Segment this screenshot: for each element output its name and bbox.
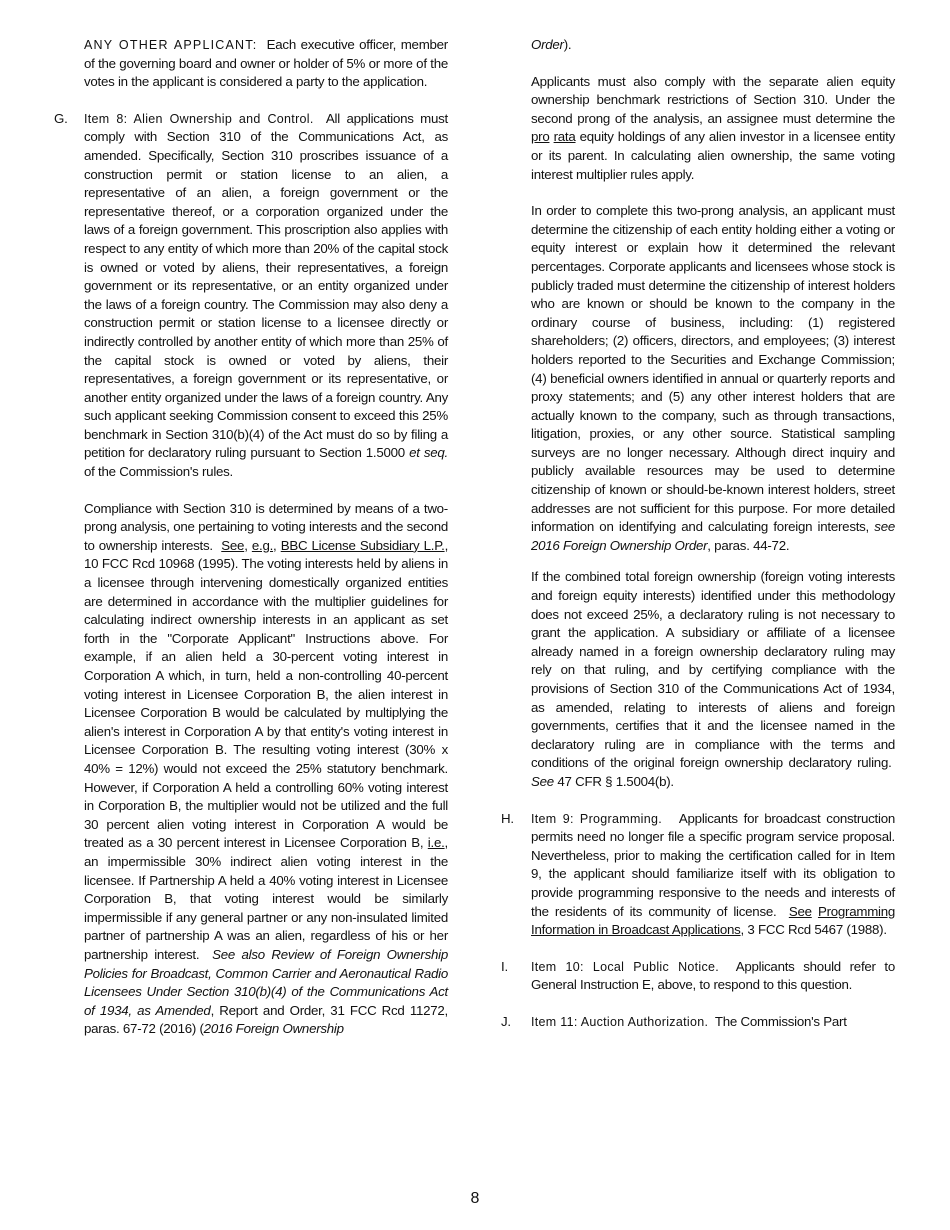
- combined-ownership-paragraph: [531, 568, 895, 791]
- item-h-see: See: [788, 903, 812, 919]
- item-h-paragraph: [531, 810, 895, 940]
- compliance-see: See: [221, 537, 245, 553]
- equity-text-a: Applicants must also comply with the separate alien equity ownership benchmark restrictions of Section 310. Under the second prong of the analysis, an assignee must determine the: [531, 73, 895, 126]
- item-h-text-a: Applicants for broadcast construction permits need no longer file a specific program service proposal. Nevertheless, prior to making the certification called for in Item 9, the applicant should familiarize itself with its obligation to provide programming responsive to the needs and interests of the residents of its community of license.: [531, 810, 895, 919]
- item-j-marker: J.: [501, 1013, 511, 1029]
- two-prong-see-citation: see 2016 Foreign Ownership Order: [531, 519, 895, 553]
- two-prong-paragraph: [531, 202, 895, 555]
- any-other-applicant-paragraph: [84, 36, 448, 92]
- item-j-paragraph: [531, 1013, 895, 1032]
- combined-text-b: 47 CFR § 1.5004(b).: [557, 773, 674, 789]
- combined-text-a: If the combined total foreign ownership (foreign voting interests and foreign equity interests) identified under this methodology does not exceed 25%, a declaratory ruling is not necessary to grant the application. A subsidiary or affiliate of a licensee already named in a foreign ownership declaratory ruling may rely on that ruling, and by certifying compliance with the provisions of Section 310 of the Communications Act of 1934, as amended, relating to interests of aliens and foreign governments, certifies that it and the licensee named in the declaratory ruling are in compliance with the terms and conditions of the original foreign ownership declaratory ruling.: [531, 569, 895, 771]
- item-i-marker: I.: [501, 958, 508, 974]
- equity-benchmark-paragraph: [531, 73, 895, 185]
- item-g-paragraph: [84, 110, 448, 482]
- item-g-marker: G.: [54, 110, 68, 126]
- item-h-programming: [501, 810, 896, 940]
- page-number: 8: [470, 1190, 480, 1207]
- rata-word: rata: [553, 129, 576, 145]
- combined-see: See: [531, 773, 554, 789]
- order-close: ).: [563, 37, 572, 52]
- item-h-marker: H.: [501, 810, 514, 826]
- foreign-ownership-order-b: Order: [531, 37, 564, 52]
- compliance-ie: i.e.: [427, 835, 445, 851]
- compliance-eg: e.g.: [251, 537, 274, 553]
- item-i-heading: Item 10: Local Public Notice.: [531, 959, 720, 974]
- right-column: [501, 36, 896, 1032]
- item-j-heading: Item 11: Auction Authorization.: [531, 1014, 709, 1029]
- foreign-ownership-order-a: 2016 Foreign Ownership: [203, 1021, 344, 1037]
- item-j-auction: [501, 1013, 895, 1032]
- compliance-text-b: , 10 FCC Rcd 10968 (1995). The voting interests held by aliens in a licensee through intervening domestically organized entities are determined in accordance with the multiplier guidelines for calculating indirect ownership interests in an applicant as set forth in the "Corporate Applicant" Instructions above. For example, if an alien held a 30-percent voting interest in Corporation A which, in turn, held a non-controlling 40-percent voting interest in Licensee Corporation B, the alien interest in Licensee Corporation B would be calculated by multiplying the alien's interest in Corporation A by that entity's voting interest in Licensee Corporation B. The resulting voting interest (30% x 40% = 12%) would not exceed the 25% statutory benchmark. However, if Corporation A held a controlling 60% voting interest in Corporation B, the multiplier would not be utilized and the full 30 percent alien voting interest in Corporation A would be treated as a 30 percent interest in Licensee Corporation B,: [84, 537, 449, 851]
- any-other-applicant-label: ANY OTHER APPLICANT:: [84, 38, 258, 52]
- item-i-paragraph: [531, 958, 895, 995]
- two-prong-text-a: In order to complete this two-prong analysis, an applicant must determine the citizenship of each entity holding either a voting or equity interest or explain how it determined the relevant percentages. Corporate applicants and licensees whose stock is publicly traded must determine the citizenship of interest holders who are known or should be known to the company in the ordinary course of business, including: (1) registered shareholders; (2) officers, directors, and employees; (3) interest holders reported to the Securities and Exchange Commission; (4) beneficial owners identified in annual or quarterly reports and proxy statements; and (5) any other interest holders that are actually known to the company, such as through transactions, litigation, proxies, or any other source. Statistical sampling surveys are no longer necessary. Although direct inquiry and publicly available resources may be used to determine citizenship of known or should-be-known interest holders, street addresses are not sufficient for this purpose. For more detailed information on identifying and calculating foreign interests,: [531, 203, 895, 535]
- programming-information-citation: Programming Information in Broadcast Applications: [531, 903, 896, 938]
- see-also-citation: See also Review of Foreign Ownership Policies for Broadcast, Common Carrier and Aeronautical Radio Licensees Under Section 310(b)(4) of the Communications Act of 1934, as Amended: [84, 946, 448, 1018]
- item-j-text: The Commission's Part: [714, 1013, 847, 1029]
- compliance-paragraph: Compliance with Section 310 is determined by means of a two-prong analysis, one pertaining to voting interests and the second to ownership interests. See, e.g., BBC License Subsidiary L.P., 10 FCC Rcd 10968 (1995). The voting interests held by aliens in a licensee through intervening domestically organized entities are determined in accordance with the multiplier guidelines for calculating indirect ownership interests in an applicant as set forth in the "Corporate Applicant" Instructions above. For example, if an alien held a 30-percent voting interest in Corporation A which, in turn, held a non-controlling 40-percent voting interest in Licensee Corporation B, the alien interest in Licensee Corporation B would be calculated by multiplying the alien's interest in Corporation A by that entity's voting interest in Licensee Corporation B. The resulting voting interest (30% x 40% = 12%) would not exceed the 25% statutory benchmark. However, if Corporation A held a controlling 60% voting interest in Corporation B, the multiplier would not be utilized and the full 30 percent alien voting interest in Corporation A would be treated as a 30 percent interest in Licensee Corporation B, i.e., an impermissible 30% indirect alien voting interest in the licensee. If Partnership A held a 40% voting interest in Licensee Corporation B, that voting interest would be similarly impermissible if any general partner or any non-insulated limited partner of partnership A was an alien, regardless of his or her partnership interest. See also Review of Foreign Ownership Policies for Broadcast, Common Carrier and Aeronautical Radio Licensees Under Section 310(b)(4) of the Communications Act of 1934, as Amended, Report and Order, 31 FCC Rcd 11272, paras. 67-72 (2016) (2016 Foreign Ownership: [84, 500, 449, 1037]
- order-continuation: [531, 36, 895, 55]
- item-h-text-b: , 3 FCC Rcd 5467 (1988).: [740, 922, 887, 938]
- item-g-et-seq: et seq.: [409, 445, 448, 461]
- any-other-applicant-text: Each executive officer, member of the governing board and owner or holder of 5% or more of the votes in the applicant is considered a party to the application.: [84, 37, 448, 90]
- item-g-heading: Item 8: Alien Ownership and Control.: [84, 111, 314, 126]
- left-column: [54, 36, 449, 1039]
- item-i-local-notice: [501, 958, 895, 995]
- item-g-alien-ownership: [54, 110, 448, 482]
- compliance-text-c: , an impermissible 30% indirect alien voting interest in the licensee. If Partnership A held a 40% voting interest in Licensee Corporation B, that voting interest would be similarly impermissible if any general partner or any non-insulated limited partner of partnership A was an alien, regardless of his or her partnership interest.: [84, 835, 448, 962]
- item-h-heading: Item 9: Programming.: [531, 811, 663, 826]
- item-g-text-a: All applications must comply with Section 310 of the Communications Act, as amended. Specifically, Section 310 proscribes issuance of a construction permit or station license to an alien, a representative of an alien, a foreign government or the representative thereof, or a corporation organized under the laws of a foreign government. This proscription also applies with respect to any entity of which more than 20% of the capital stock is owned or voted by aliens, their representatives, a foreign government or its representative, or an entity organized under the laws of a foreign country. The Commission may also deny a construction permit or station license to a licensee directly or indirectly controlled by another entity of which more than 25% of the capital stock is owned or voted by aliens, their representatives, a foreign government or its representative, or another entity organized under the laws of a foreign country. Any such applicant seeking Commission consent to exceed this 25% benchmark in Section 310(b)(4) of the Act must do so by filing a petition for declaratory ruling pursuant to Section 1.5000: [84, 110, 448, 461]
- item-i-text: Applicants should refer to General Instruction E, above, to respond to this question.: [531, 958, 895, 993]
- two-prong-text-b: , paras. 44-72.: [707, 537, 790, 553]
- pro-word: pro: [531, 129, 550, 145]
- equity-text-b: equity holdings of any alien investor in a licensee entity or its parent. In calculating alien ownership, the same voting interest multiplier rules apply.: [531, 129, 895, 182]
- compliance-text-a: Compliance with Section 310 is determined by means of a two-prong analysis, one pertaining to voting interests and the second to ownership interests.: [84, 500, 448, 553]
- compliance-text-d: , Report and Order, 31 FCC Rcd 11272, paras. 67-72 (2016) (: [84, 1002, 448, 1037]
- item-g-text-b: of the Commission's rules.: [84, 464, 234, 480]
- bbc-license-citation: BBC License Subsidiary L.P.: [280, 537, 445, 553]
